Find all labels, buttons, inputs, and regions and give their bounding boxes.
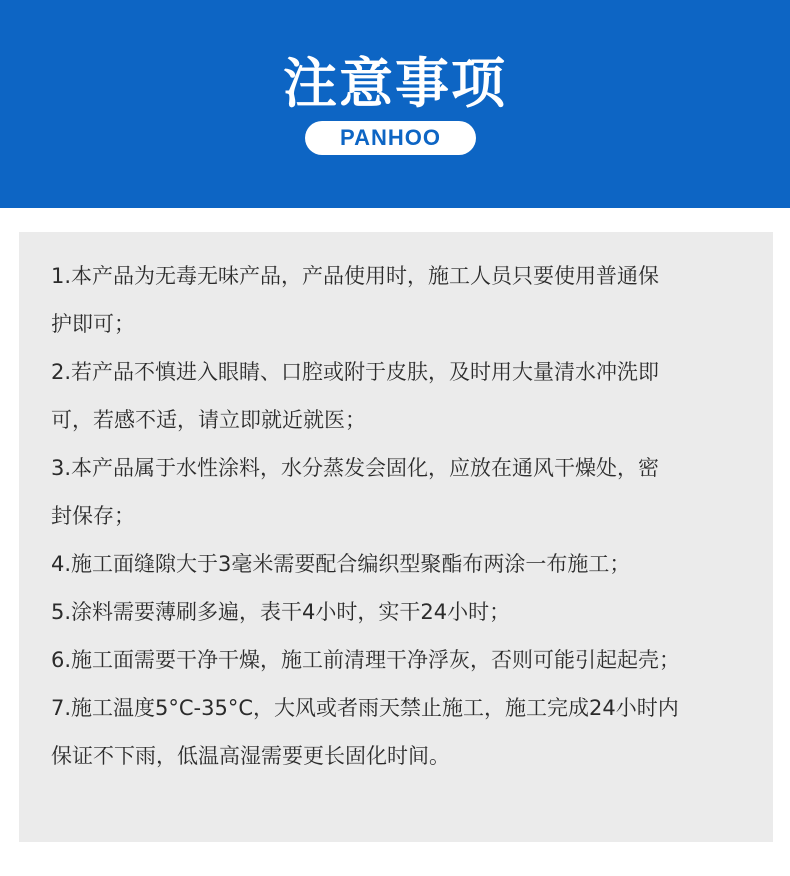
note-line: 3.本产品属于水性涂料，水分蒸发会固化，应放在通风干燥处，密 <box>51 456 660 480</box>
notes-panel <box>19 232 773 842</box>
note-line: 4.施工面缝隙大于3毫米需要配合编织型聚酯布两涂一布施工； <box>51 552 631 576</box>
note-line: 5.涂料需要薄刷多遍，表干4小时，实干24小时； <box>51 600 511 624</box>
header-banner <box>0 0 790 208</box>
note-line: 封保存； <box>51 504 135 528</box>
note-line: 2.若产品不慎进入眼睛、口腔或附于皮肤，及时用大量清水冲洗即 <box>51 360 660 384</box>
note-line: 6.施工面需要干净干燥，施工前清理干净浮灰，否则可能引起起壳； <box>51 648 681 672</box>
note-line: 护即可； <box>51 312 135 336</box>
brand-badge: PANHOO <box>305 121 476 155</box>
note-line: 7.施工温度5°C-35°C，大风或者雨天禁止施工，施工完成24小时内 <box>51 696 679 720</box>
notes-list <box>51 252 751 780</box>
note-line: 保证不下雨，低温高湿需要更长固化时间。 <box>51 744 450 768</box>
note-line: 1.本产品为无毒无味产品，产品使用时，施工人员只要使用普通保 <box>51 264 660 288</box>
page-title: 注意事项 <box>283 52 507 115</box>
note-line: 可，若感不适，请立即就近就医； <box>51 408 366 432</box>
